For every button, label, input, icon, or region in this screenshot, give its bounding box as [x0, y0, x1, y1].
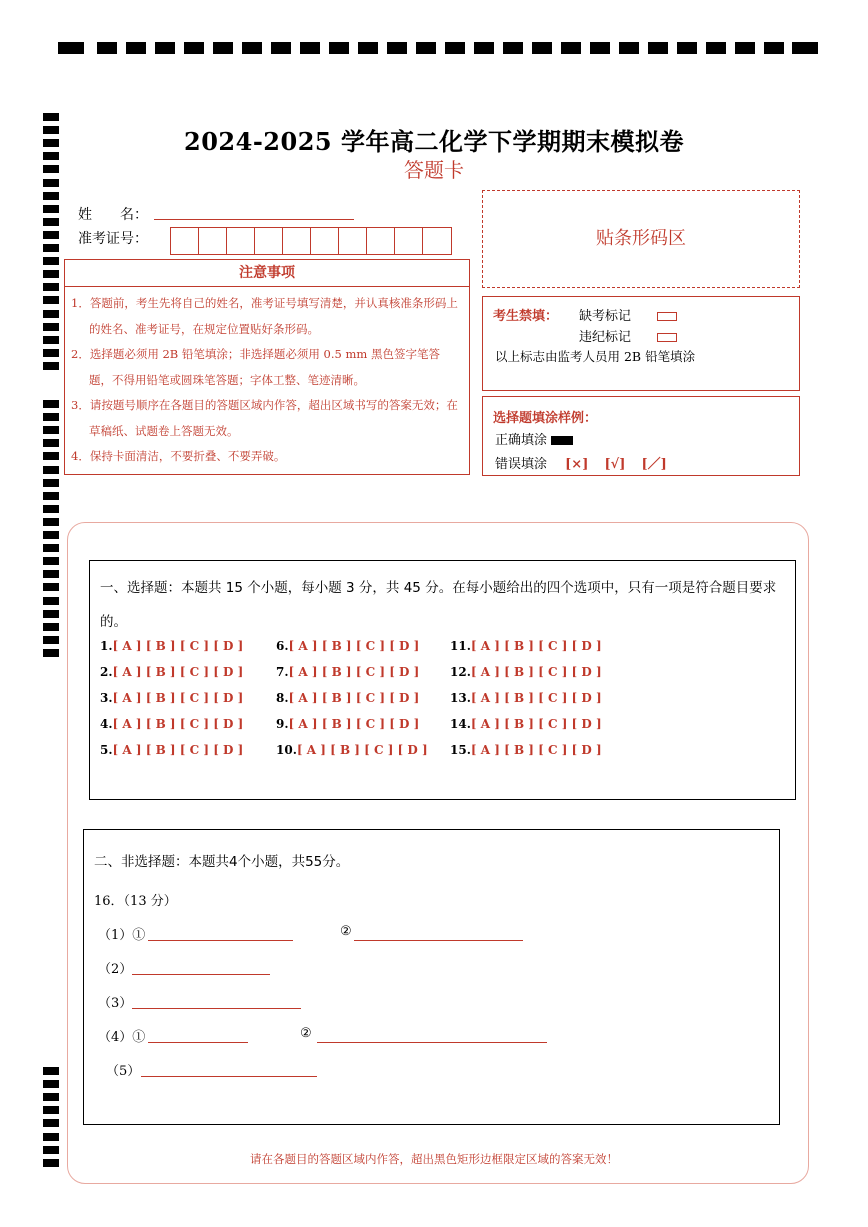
timing-mark — [43, 296, 59, 304]
timing-mark — [43, 400, 59, 408]
part-5-label: （5） — [106, 1064, 141, 1079]
question-number: 10. — [276, 743, 297, 757]
question-number: 4. — [100, 717, 113, 731]
wrong-mark-slash: [／] — [641, 457, 667, 472]
choice-question[interactable] — [276, 665, 419, 679]
choice-question[interactable] — [276, 717, 419, 731]
part-3-label: （3） — [98, 996, 133, 1011]
answer-options[interactable]: [ A ] [ B ] [ C ] [ D ] — [288, 639, 420, 653]
answer-options[interactable]: [ A ] [ B ] [ C ] [ D ] — [112, 665, 244, 679]
violation-mark-box[interactable] — [657, 333, 677, 342]
absent-mark-box[interactable] — [657, 312, 677, 321]
notice-box — [64, 259, 470, 475]
timing-mark — [43, 413, 59, 421]
choice-question[interactable] — [450, 639, 602, 653]
question-number: 2. — [100, 665, 113, 679]
question-number: 8. — [276, 691, 289, 705]
timing-mark — [43, 1119, 59, 1127]
notice-heading: 注意事项 — [65, 260, 469, 287]
wrong-mark-check: [√] — [604, 457, 626, 472]
timing-mark — [43, 192, 59, 200]
answer-options[interactable]: [ A ] [ B ] [ C ] [ D ] — [288, 717, 420, 731]
timing-mark — [43, 283, 59, 291]
timing-mark — [43, 362, 59, 370]
timing-mark — [43, 310, 59, 318]
question-number: 9. — [276, 717, 289, 731]
timing-mark — [43, 1067, 59, 1075]
part-2-answer-line[interactable] — [132, 974, 270, 975]
name-field[interactable] — [154, 219, 354, 220]
choice-question[interactable] — [276, 691, 419, 705]
part-1b-answer-line[interactable] — [354, 940, 523, 941]
violation-label: 违纪标记 — [579, 330, 632, 345]
forbidden-box — [482, 296, 800, 391]
part-2-label: （2） — [98, 962, 133, 977]
question-number: 3. — [100, 691, 113, 705]
timing-mark — [43, 610, 59, 618]
question-number: 6. — [276, 639, 289, 653]
notice-item: 2．选择题必须用 2B 铅笔填涂；非选择题必须用 0.5 mm 黑色签字笔答题，不得用铅笔或圆珠笔答题；字体工整、笔迹清晰。 — [71, 347, 440, 387]
timing-mark — [43, 205, 59, 213]
timing-mark — [43, 426, 59, 434]
choice-question[interactable] — [450, 717, 602, 731]
timing-mark — [43, 557, 59, 565]
choice-question[interactable] — [450, 691, 602, 705]
part-1a-label: （1）① — [98, 928, 146, 943]
timing-mark — [43, 439, 59, 447]
answer-options[interactable]: [ A ] [ B ] [ C ] [ D ] — [112, 717, 244, 731]
footer-warning: 请在各题目的答题区域内作答，超出黑色矩形边框限定区域的答案无效！ — [250, 1152, 618, 1166]
barcode-area: 贴条形码区 — [482, 190, 800, 288]
part-3-answer-line[interactable] — [132, 1008, 301, 1009]
choice-question[interactable] — [450, 665, 602, 679]
correct-fill-mark — [551, 436, 573, 445]
choice-question[interactable] — [450, 743, 602, 757]
section-choice — [89, 560, 796, 800]
wrong-mark-x: [×] — [565, 457, 589, 472]
timing-mark — [43, 597, 59, 605]
timing-mark — [43, 1093, 59, 1101]
fill-sample-box — [482, 396, 800, 476]
answer-options[interactable]: [ A ] [ B ] [ C ] [ D ] — [470, 639, 602, 653]
question-number: 15. — [450, 743, 471, 757]
name-label: 姓 名： — [78, 207, 148, 223]
answer-options[interactable]: [ A ] [ B ] [ C ] [ D ] — [112, 691, 244, 705]
timing-mark — [43, 479, 59, 487]
timing-mark — [43, 1080, 59, 1088]
timing-mark — [43, 257, 59, 265]
timing-mark — [43, 649, 59, 657]
answer-options[interactable]: [ A ] [ B ] [ C ] [ D ] — [112, 743, 244, 757]
section-choice-title: 一、选择题：本题共 15 个小题，每小题 3 分，共 45 分。在每小题给出的四个选项中，只有一项是符合题目要求的。 — [100, 580, 777, 630]
part-4a-label: （4）① — [98, 1030, 146, 1045]
forbidden-heading: 考生禁填： — [493, 309, 559, 324]
id-label: 准考证号： — [78, 231, 148, 247]
timing-mark — [43, 531, 59, 539]
choice-question[interactable] — [100, 639, 243, 653]
timing-mark — [43, 218, 59, 226]
timing-mark — [43, 1133, 59, 1141]
choice-question[interactable] — [276, 743, 428, 757]
answer-options[interactable]: [ A ] [ B ] [ C ] [ D ] — [288, 665, 420, 679]
absent-label: 缺考标记 — [579, 309, 632, 324]
timing-mark — [43, 349, 59, 357]
timing-mark — [43, 1106, 59, 1114]
page-subtitle: 答题卡 — [404, 158, 464, 182]
question-number: 1. — [100, 639, 113, 653]
question-number: 12. — [450, 665, 471, 679]
timing-mark — [43, 544, 59, 552]
question-number: 5. — [100, 743, 113, 757]
id-number-boxes[interactable] — [170, 227, 452, 255]
part-1a-answer-line[interactable] — [148, 940, 293, 941]
timing-mark — [43, 583, 59, 591]
part-4b-label: ② — [300, 1026, 312, 1041]
fill-sample-heading: 选择题填涂样例： — [493, 411, 598, 426]
timing-mark — [43, 113, 59, 121]
page-title: 2024-2025 学年高二化学下学期期末模拟卷 — [184, 127, 684, 156]
choice-question[interactable] — [100, 691, 243, 705]
part-1b-label: ② — [340, 924, 352, 939]
timing-mark — [43, 270, 59, 278]
timing-mark — [43, 231, 59, 239]
choice-question[interactable] — [100, 717, 243, 731]
question-number: 14. — [450, 717, 471, 731]
timing-mark — [43, 570, 59, 578]
answer-options[interactable]: [ A ] [ B ] [ C ] [ D ] — [296, 743, 428, 757]
answer-options[interactable]: [ A ] [ B ] [ C ] [ D ] — [470, 691, 602, 705]
notice-item: 4．保持卡面清洁，不要折叠、不要弄破。 — [71, 449, 286, 463]
answer-options[interactable]: [ A ] [ B ] [ C ] [ D ] — [288, 691, 420, 705]
timing-mark — [43, 466, 59, 474]
notice-item: 1．答题前，考生先将自己的姓名，准考证号填写清楚，并认真核准条形码上的姓名、准考证号，在规定位置贴好条形码。 — [71, 296, 458, 336]
wrong-fill-label: 错误填涂 — [495, 457, 548, 472]
answer-options[interactable]: [ A ] [ B ] [ C ] [ D ] — [470, 665, 602, 679]
answer-options[interactable]: [ A ] [ B ] [ C ] [ D ] — [470, 717, 602, 731]
answer-options[interactable]: [ A ] [ B ] [ C ] [ D ] — [112, 639, 244, 653]
section-non-choice-title: 二、非选择题：本题共4个小题，共55分。 — [94, 854, 350, 870]
timing-mark — [43, 244, 59, 252]
question-number: 7. — [276, 665, 289, 679]
timing-mark — [43, 505, 59, 513]
notice-item: 3．请按题号顺序在各题目的答题区域内作答，超出区域书写的答案无效；在草稿纸、试题卷上答题无效。 — [71, 398, 458, 438]
part-5-answer-line[interactable] — [141, 1076, 317, 1077]
part-4a-answer-line[interactable] — [148, 1042, 248, 1043]
correct-fill-label: 正确填涂 — [495, 433, 548, 448]
choice-question[interactable] — [100, 665, 243, 679]
forbidden-note: 以上标志由监考人员用 2B 铅笔填涂 — [495, 349, 696, 364]
part-4b-answer-line[interactable] — [317, 1042, 547, 1043]
timing-mark — [43, 623, 59, 631]
timing-mark — [43, 518, 59, 526]
timing-mark — [43, 452, 59, 460]
timing-mark — [43, 336, 59, 344]
timing-mark — [43, 323, 59, 331]
answer-options[interactable]: [ A ] [ B ] [ C ] [ D ] — [470, 743, 602, 757]
timing-mark — [43, 636, 59, 644]
question-number: 11. — [450, 639, 471, 653]
choice-question[interactable] — [100, 743, 243, 757]
question-16-label: 16．（13 分） — [94, 894, 177, 909]
timing-mark — [43, 492, 59, 500]
choice-question[interactable] — [276, 639, 419, 653]
question-number: 13. — [450, 691, 471, 705]
section-non-choice — [83, 829, 780, 1125]
